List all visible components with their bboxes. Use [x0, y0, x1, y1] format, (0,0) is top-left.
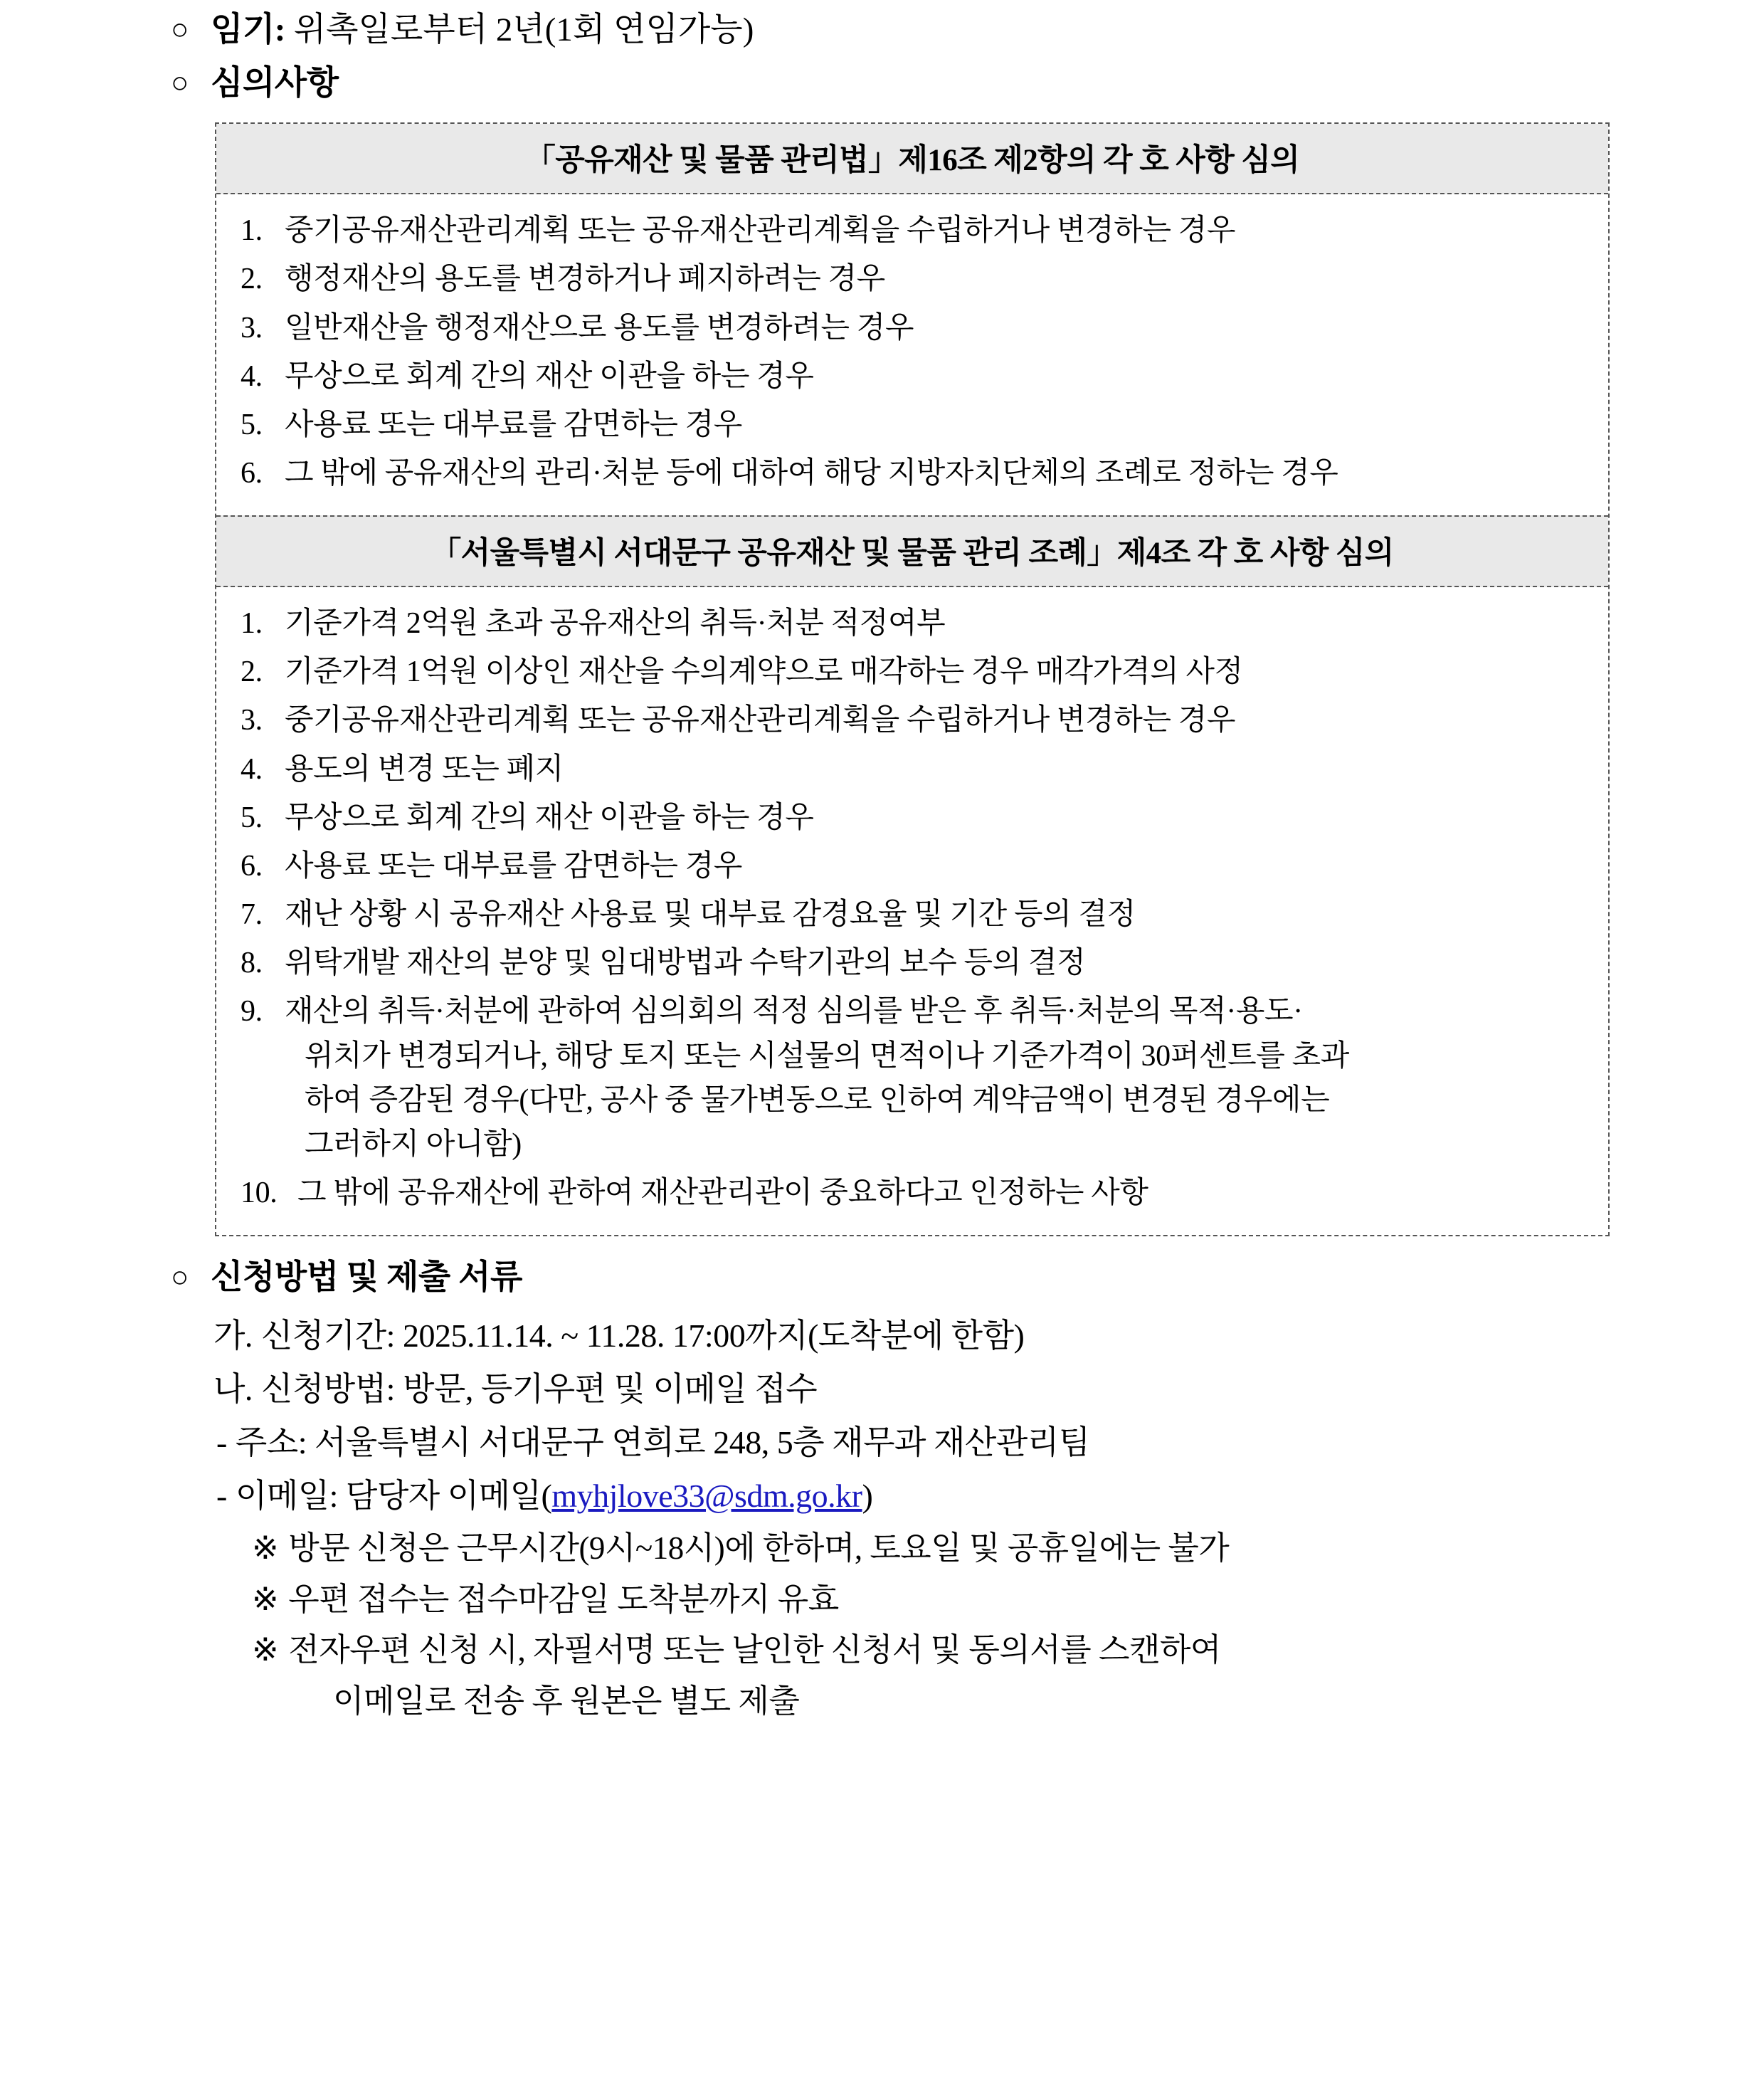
item-text: 사용료 또는 대부료를 감면하는 경우 — [285, 408, 742, 441]
list-item — [241, 209, 1584, 253]
item-text: 기준가격 2억원 초과 공유재산의 취득·처분 적정여부 — [285, 607, 946, 641]
item-number: 4. — [241, 752, 263, 786]
box2-body — [216, 587, 1608, 1235]
item-text: 위탁개발 재산의 분양 및 임대방법과 수탁기관의 보수 등의 결정 — [285, 947, 1086, 980]
note-text: 방문 신청은 근무시간(9시~18시)에 한하며, 토요일 및 공휴일에는 불가 — [288, 1530, 1230, 1567]
term-label: 임기: — [211, 11, 285, 48]
bullet-circle-icon: ○ — [171, 1261, 189, 1295]
apply-email-text — [236, 1471, 872, 1520]
item-text: 사용료 또는 대부료를 감면하는 경우 — [285, 849, 742, 883]
box2-header: 「서울특별시 서대문구 공유재산 및 물품 관리 조례」제4조 각 호 사항 심의 — [216, 515, 1608, 587]
item-number: 5. — [241, 408, 263, 441]
list-item — [241, 1171, 1584, 1215]
review-matters-box — [215, 122, 1610, 1236]
item-text: 행정재산의 용도를 변경하거나 폐지하려는 경우 — [285, 263, 885, 296]
list-item — [241, 451, 1584, 495]
item-number: 2. — [241, 263, 263, 296]
list-item — [241, 844, 1584, 888]
apply-email-line — [216, 1471, 1679, 1520]
bullet-circle-icon: ○ — [171, 14, 189, 46]
review-matters-line — [171, 60, 1679, 107]
apply-email-prefix: 이메일: 담당자 이메일( — [235, 1478, 552, 1515]
apply-period-line — [213, 1311, 1679, 1360]
item-number: 3. — [241, 704, 263, 737]
list-item — [241, 601, 1584, 646]
item-text: 그 밖에 공유재산에 관하여 재산관리관이 중요하다고 인정하는 사항 — [297, 1177, 1148, 1209]
item-number: 8. — [241, 947, 263, 980]
apply-address-text: 주소: 서울특별시 서대문구 연희로 248, 5층 재무과 재산관리팀 — [235, 1424, 1090, 1461]
list-item — [241, 354, 1584, 399]
list-item — [241, 796, 1584, 840]
list-item — [241, 941, 1584, 985]
item-text — [285, 989, 1584, 1167]
note-marker-icon: ※ — [252, 1581, 279, 1617]
box1-header: 「공유재산 및 물품 관리법」제16조 제2항의 각 호 사항 심의 — [216, 124, 1608, 194]
note-text: 우편 접수는 접수마감일 도착분까지 유효 — [288, 1581, 839, 1617]
apply-method-marker: 나. — [213, 1371, 253, 1408]
apply-heading: 신청방법 및 제출 서류 — [211, 1259, 522, 1297]
item-number: 6. — [241, 849, 263, 883]
term-value: 위촉일로부터 2년(1회 연임가능) — [293, 11, 754, 48]
box1-body — [216, 194, 1608, 515]
item-text-cont: 그러하지 아니함) — [305, 1127, 522, 1161]
list-item — [241, 893, 1584, 937]
apply-method-line — [213, 1364, 1679, 1414]
note-text: 전자우편 신청 시, 자필서명 또는 날인한 신청서 및 동의서를 스캔하여 — [288, 1632, 1221, 1668]
apply-period-text: 신청기간: 2025.11.14. ~ 11.28. 17:00까지(도착분에 한함) — [260, 1317, 1025, 1354]
note-line — [252, 1576, 1679, 1624]
list-item — [241, 650, 1584, 694]
review-matters-label: 심의사항 — [211, 65, 339, 102]
dash-marker: - — [216, 1424, 227, 1461]
list-item — [241, 257, 1584, 301]
item-number: 5. — [241, 801, 263, 834]
dash-marker: - — [216, 1478, 227, 1515]
item-text: 그 밖에 공유재산의 관리·처분 등에 대하여 해당 지방자치단체의 조례로 정하는 경우 — [285, 456, 1338, 490]
item-text: 일반재산을 행정재산으로 용도를 변경하려는 경우 — [285, 311, 914, 344]
item-text: 중기공유재산관리계획 또는 공유재산관리계획을 수립하거나 변경하는 경우 — [285, 214, 1236, 248]
term-line — [171, 7, 1679, 53]
apply-heading-line — [171, 1255, 1679, 1301]
item-number: 2. — [241, 656, 263, 689]
item-text-cont: 하여 증감된 경우(다만, 공사 중 물가변동으로 인하여 계약금액이 변경된 경우에는 — [305, 1083, 1330, 1117]
list-item — [241, 403, 1584, 447]
item-number: 7. — [241, 898, 263, 932]
item-text: 기준가격 1억원 이상인 재산을 수의계약으로 매각하는 경우 매각가격의 사정 — [285, 656, 1243, 689]
item-number: 1. — [241, 607, 263, 641]
list-item — [241, 747, 1584, 791]
list-item — [241, 698, 1584, 742]
item-text-cont: 위치가 변경되거나, 해당 토지 또는 시설물의 면적이나 기준가격이 30퍼센트를 초과 — [305, 1039, 1349, 1073]
item-text-first-line: 재산의 취득·처분에 관하여 심의회의 적정 심의를 받은 후 취득·처분의 목적·용도· — [285, 995, 1303, 1028]
apply-period-marker: 가. — [213, 1317, 253, 1354]
item-number: 9. — [241, 995, 263, 1028]
item-number: 3. — [241, 311, 263, 344]
apply-method-text: 신청방법: 방문, 등기우편 및 이메일 접수 — [260, 1371, 818, 1408]
email-link[interactable]: myhjlove33@sdm.go.kr — [551, 1478, 862, 1515]
item-text: 무상으로 회계 간의 재산 이관을 하는 경우 — [285, 801, 814, 834]
list-item — [241, 306, 1584, 350]
item-text: 중기공유재산관리계획 또는 공유재산관리계획을 수립하거나 변경하는 경우 — [285, 704, 1236, 737]
note-marker-icon: ※ — [252, 1632, 279, 1668]
note-line — [252, 1626, 1679, 1675]
list-item — [241, 989, 1584, 1167]
note-marker-icon: ※ — [252, 1530, 279, 1567]
apply-address-line — [216, 1418, 1679, 1467]
item-number: 10. — [241, 1177, 278, 1209]
apply-details — [213, 1311, 1679, 1725]
item-text: 용도의 변경 또는 폐지 — [285, 752, 564, 786]
item-text: 무상으로 회계 간의 재산 이관을 하는 경우 — [285, 359, 814, 393]
term-body — [211, 7, 1679, 53]
item-number: 6. — [241, 456, 263, 490]
item-number: 1. — [241, 214, 263, 248]
note-text-cont: 이메일로 전송 후 원본은 별도 제출 — [333, 1683, 800, 1719]
item-number: 4. — [241, 359, 263, 393]
item-text: 재난 상황 시 공유재산 사용료 및 대부료 감경요율 및 기간 등의 결정 — [285, 898, 1136, 932]
bullet-circle-icon: ○ — [171, 67, 189, 100]
note-line — [252, 1525, 1679, 1573]
apply-email-suffix: ) — [862, 1478, 873, 1515]
